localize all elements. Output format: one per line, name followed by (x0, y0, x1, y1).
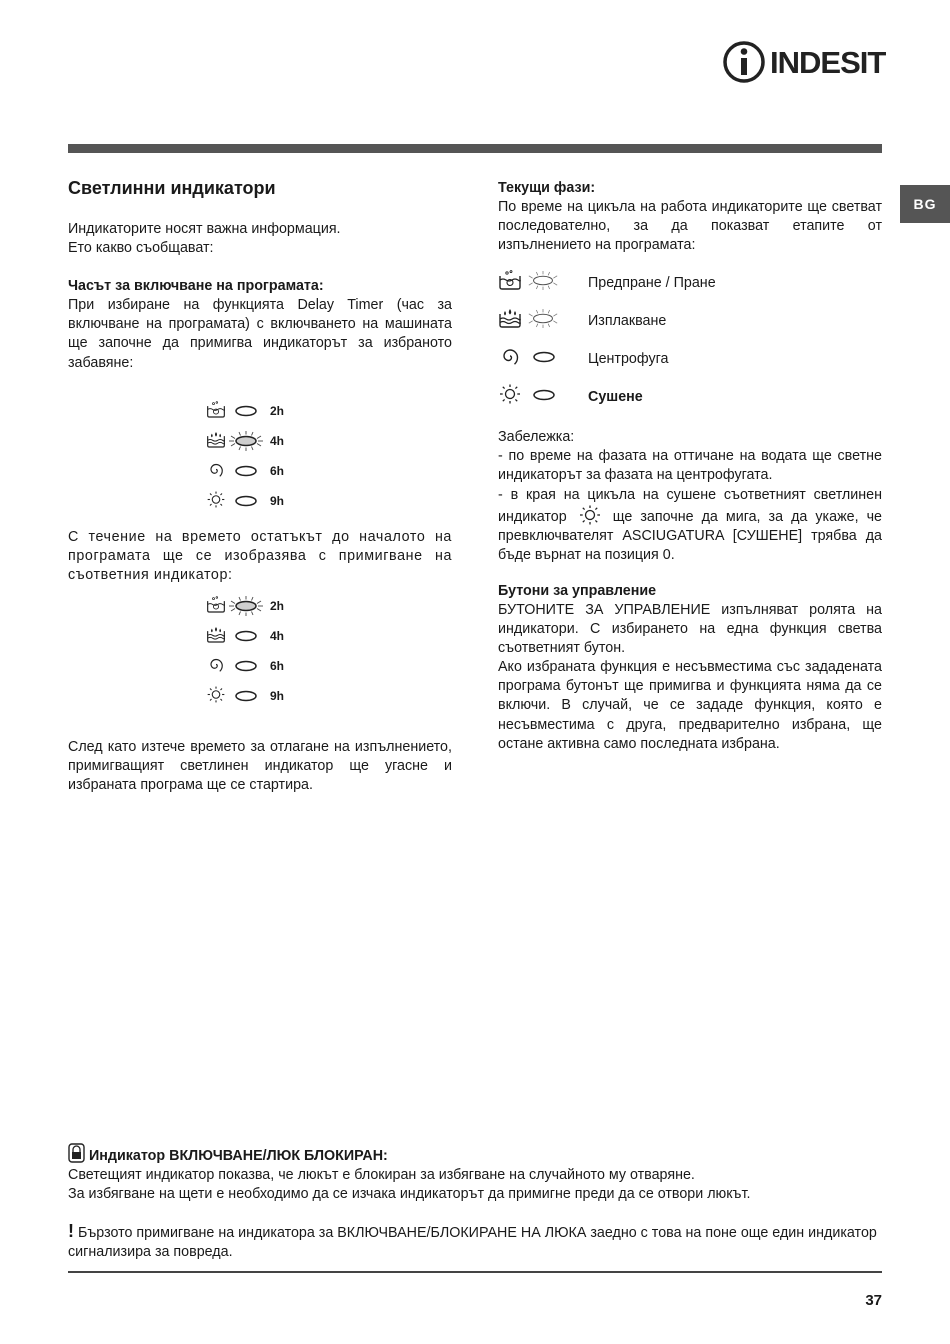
lock-text-2: За избягване на щети е необходимо да се изчака индикаторът да примигне преди да се отвори люкът. (68, 1186, 751, 1203)
led-rays-icon (526, 308, 560, 329)
phase-label: Предпране / Пране (588, 275, 716, 291)
spin-icon (498, 346, 522, 366)
note-1: - по време на фазата на оттичане на водата ще светне индикаторът за фазата на центрофугата. (498, 448, 882, 484)
phase-label: Центрофуга (588, 351, 669, 367)
note-block (498, 428, 882, 565)
section-title: Светлинни индикатори (68, 178, 276, 198)
led-off-icon (234, 494, 258, 508)
phase-row-dry (498, 384, 882, 406)
page-number: 37 (865, 1292, 882, 1309)
phase-row-spin (498, 346, 882, 368)
phase-label: Сушене (588, 389, 643, 405)
delay-text: При избиране на функцията Delay Timer (час за включване на програмата) с включването на машината ще започне да примигва индикаторът за избраното забавяне: (68, 297, 452, 371)
phase-row-rinse (498, 308, 882, 330)
note-title: Забележка: (498, 429, 575, 445)
end-text: След като изтече времето за отлагане на изпълнението, примигващият светлинен индикатор ще угасне и избраната програма ще се стартира. (68, 739, 452, 794)
delay-label: 4h (270, 434, 285, 448)
lock-text (68, 1166, 882, 1204)
rinse-icon (206, 431, 226, 448)
delay-indicator-group-2 (206, 595, 306, 711)
lock-text-1: Светещият индикатор показва, че люкът е блокиран за избягване на случайното му отваряне. (68, 1167, 695, 1183)
warning-icon: ! (68, 1221, 74, 1241)
lock-heading (68, 1143, 882, 1166)
phase-label: Изплакване (588, 313, 667, 329)
led-off-icon (532, 388, 556, 402)
indesit-logo (722, 40, 884, 84)
warning (68, 1222, 882, 1262)
spin-icon (206, 461, 226, 478)
spin-icon (206, 656, 226, 673)
led-off-icon (532, 350, 556, 364)
intro-line-2: Ето какво съобщават: (68, 240, 214, 257)
delay-label: 6h (270, 659, 285, 673)
phase-row-wash (498, 270, 882, 292)
warning-text: Бързото примигване на индикатора за ВКЛЮЧВАНЕ/БЛОКИРАНЕ НА ЛЮКА заедно с това на поне още един индикатор сигнализира за повреда. (68, 1225, 877, 1261)
rinse-icon (206, 626, 226, 643)
header-rule (68, 144, 882, 153)
delay-label: 6h (270, 464, 285, 478)
led-off-icon (234, 689, 258, 703)
note-2b: ще започне да мига, за да укаже, че превключвателят ASCIUGATURA [СУШЕНЕ] трябва да бъде върнат на позиция 0. (498, 508, 882, 564)
led-off-icon (234, 659, 258, 673)
language-tab: BG (900, 185, 950, 223)
lock-icon (68, 1143, 85, 1163)
buttons-text-1: БУТОНИТЕ ЗА УПРАВЛЕНИЕ изпълняват ролята на индикатори. С избирането на една функция светва съответният бутон. (498, 602, 882, 657)
phase-list (498, 270, 882, 420)
led-off-icon (234, 464, 258, 478)
delay-heading: Часът за включване на програмата: (68, 278, 324, 294)
rinse-icon (498, 308, 522, 328)
dry-icon (578, 505, 602, 525)
dry-icon (498, 384, 522, 404)
lock-heading-text: Индикатор ВКЛЮЧВАНЕ/ЛЮК БЛОКИРАН: (88, 1148, 388, 1164)
delay-label: 2h (270, 404, 285, 418)
led-off-icon (234, 404, 258, 418)
intro-text (68, 220, 452, 258)
wash-icon (206, 401, 226, 418)
delay-label: 9h (270, 494, 285, 508)
led-rays-icon (526, 270, 560, 291)
dry-icon (206, 491, 226, 508)
led-off-icon (234, 629, 258, 643)
logo-text: INDESIT (770, 45, 886, 80)
delay-label: 9h (270, 689, 285, 703)
delay-label: 4h (270, 629, 285, 643)
wash-icon (206, 596, 226, 613)
footer-rule (68, 1271, 882, 1273)
dry-icon (206, 686, 226, 703)
indesit-logo-icon (722, 40, 766, 84)
phases-heading: Текущи фази: (498, 180, 596, 196)
delay-indicator-group-1 (206, 400, 306, 516)
note-2a: - в края на цикъла на сушене съответният светлинен индикатор (498, 486, 882, 525)
led-blinking-icon (228, 430, 264, 452)
buttons-text-2: Ако избраната функция е несъвместима със зададената програма бутонът ще примигва и функцията няма да се включи. В случай, че се зададе функция, която е несъвместима с друга, предварително избрана, ще остане активна само последната избрана. (498, 659, 882, 752)
phases-text: По време на цикъла на работа индикаторите ще светват последователно, за да показват етапите от изпълнението на програмата: (498, 199, 882, 254)
intro-line-1: Индикаторите носят важна информация. (68, 221, 341, 237)
note-2 (498, 486, 882, 566)
delay-label: 2h (270, 599, 285, 613)
led-blinking-icon (228, 595, 264, 617)
countdown-text: С течение на времето остатъкът до началото на програмата ще се изобразява с примигване на съответния индикатор: (68, 529, 452, 584)
buttons-heading: Бутони за управление (498, 583, 657, 599)
wash-icon (498, 270, 522, 290)
